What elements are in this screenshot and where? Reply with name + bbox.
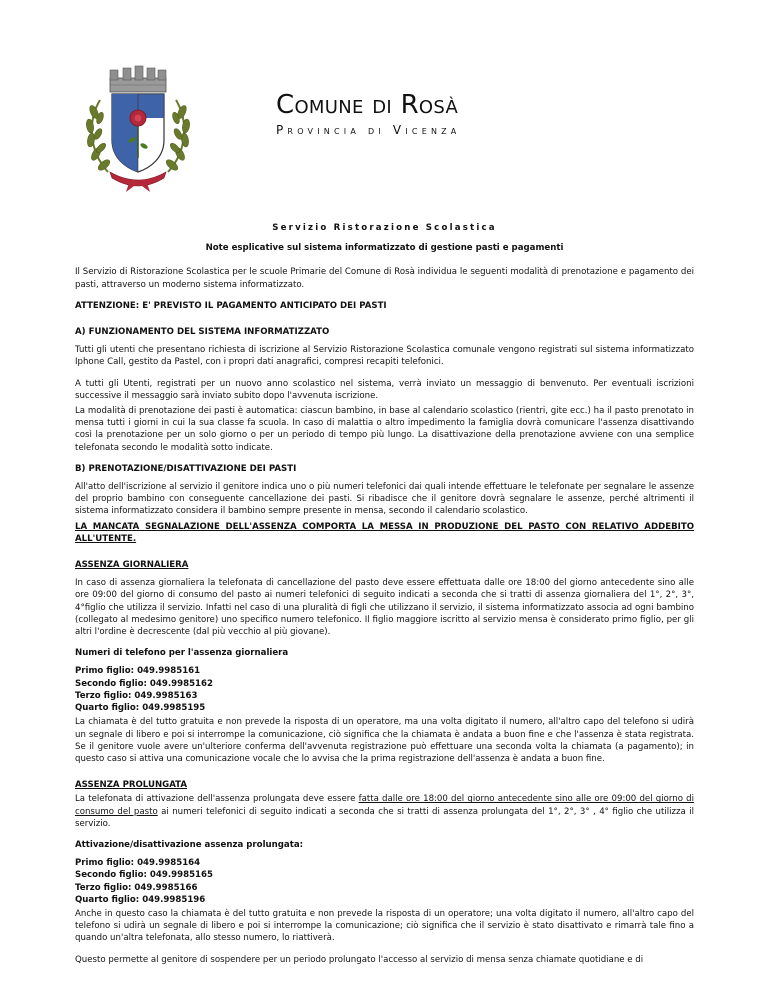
phone-number-line: Terzo figlio: 049.9985166 [75, 882, 198, 893]
section-a-paragraph: Tutti gli utenti che presentano richiesta di iscrizione al Servizio Ristorazione Scolastica comunale vengono registrati sul sistema informatizzato Iphone Call, gestito da Pastel, con i propri dati anagrafici, compresi recapiti telefonici. [75, 345, 694, 368]
intro-paragraph: Il Servizio di Ristorazione Scolastica per le scuole Primarie del Comune di Rosà individua le seguenti modalità di prenotazione e pagamento dei pasti, attraverso un moderno sistema informatizzato. [75, 267, 694, 290]
phone-number-line: Primo figlio: 049.9985161 [75, 666, 201, 677]
section-b-heading: B) PRENOTAZIONE/DISATTIVAZIONE DEI PASTI [75, 463, 297, 474]
text-run: ai numeri telefonici di seguito indicati a seconda che si tratti di assenza prolungata del 1°, 2°, 3° , 4° figlio che utilizza il servizio. [75, 806, 694, 829]
section-b-paragraph: All'atto dell'iscrizione al servizio il genitore indica uno o più numeri telefonici dai quali intende effettuare le telefonate per segnalare le assenze del proprio bambino con conseguente cancellazione dei pasti. Si ribadisce che il genitore dovrà segnalare le assenze, perché altrimenti il sistema informatizzato considera il bambino sempre presente in mensa, secondo il calendario scolastico. [75, 482, 694, 517]
prolonged-numbers-heading: Attivazione/disattivazione assenza prolungata: [75, 839, 304, 850]
daily-absence-paragraph: In caso di assenza giornaliera la telefonata di cancellazione del pasto deve essere effettuata dalle ore 18:00 del giorno antecedente sino alle ore 09:00 del giorno di consumo del pasto ai numeri telefonici di seguito indicati a seconda che si tratti di assenza giornaliera del 1°, 2°, 3°, 4°figlio che utilizza il servizio. Infatti nel caso di una pluralità di figli che utilizzano il servizio, il sistema informatizzato associa ad ogni bambino (collegato al medesimo genitore) uno specifico numero telefonico. Il figlio maggiore iscritto al servizio mensa è considerato primo figlio, per gli altri l'ordine è decrescente (dal più vecchio al più giovane). [75, 578, 694, 638]
document-subtitle: Note esplicative sul sistema informatizzato di gestione pasti e pagamenti [205, 243, 564, 254]
ribbon-icon [110, 172, 166, 192]
section-a-paragraph: A tutti gli Utenti, registrati per un nuovo anno scolastico nel sistema, verrà inviato un messaggio di benvenuto. Per eventuali iscrizioni successive il messaggio sarà inviato subito dopo l'avvenuta iscrizione. [75, 378, 694, 401]
coat-of-arms-logo [80, 60, 196, 195]
section-a-paragraph: La modalità di prenotazione dei pasti è automatica: ciascun bambino, in base al calendario scolastico (rientri, gite ecc.) ha il pasto prenotato in mensa tutti i giorni in cui la sua classe fa scuola. In caso di malattia o altro impedimento la famiglia dovrà comunicare l'assenza disattivando così la prenotazione per un solo giorno o per un periodo di tempo più lungo. La disattivazione della prenotazione avviene con una semplice telefonata secondo le modalità sotto indicate. [75, 406, 694, 453]
laurel-branch-left [85, 100, 111, 172]
missing-notice-warning: LA MANCATA SEGNALAZIONE DELL'ASSENZA COMPORTA LA MESSA IN PRODUZIONE DEL PASTO CON RELATIVO ADDEBITO ALL'UTENTE. [75, 521, 694, 544]
phone-number-line: Terzo figlio: 049.9985163 [75, 690, 198, 701]
service-title: Servizio Ristorazione Scolastica [272, 223, 497, 233]
phone-number-line: Quarto figlio: 049.9985196 [75, 894, 206, 905]
shield-icon [112, 94, 164, 172]
phone-number-line: Primo figlio: 049.9985164 [75, 858, 201, 869]
daily-numbers-heading: Numeri di telefono per l'assenza giornaliera [75, 648, 289, 659]
laurel-branch-right [164, 100, 190, 172]
phone-number-line: Secondo figlio: 049.9985162 [75, 678, 213, 689]
phone-number-line: Secondo figlio: 049.9985165 [75, 870, 213, 881]
prolonged-numbers-list [75, 857, 694, 906]
prolonged-absence-paragraph [75, 793, 694, 830]
attention-notice: ATTENZIONE: E' PREVISTO IL PAGAMENTO ANTICIPATO DEI PASTI [75, 300, 387, 311]
page-subtitle: Provincia di Vicenza [276, 123, 461, 137]
daily-call-paragraph: La chiamata è del tutto gratuita e non prevede la risposta di un operatore, ma una volta digitato il numero, all'altro capo del telefono si udirà un segnale di libero e poi si interrompe la comunicazione, ciò significa che la chiamata è andata a buon fine e che l'assenza è stata registrata. Se il genitore vuole avere un'ulteriore conferma dell'avvenuta registrazione può effettuare una seconda volta la chiamata (a pagamento); in questo caso si attiva una comunicazione vocale che lo avvisa che la prima registrazione dell'assenza è andata a buon fine. [75, 717, 694, 764]
prolonged-purpose-paragraph: Questo permette al genitore di sospendere per un periodo prolungato l'accesso al servizio di mensa senza chiamate quotidiane e di [75, 954, 644, 965]
prolonged-call-paragraph: Anche in questo caso la chiamata è del tutto gratuita e non prevede la risposta di un operatore; una volta digitato il numero, all'altro capo del telefono si udirà un segnale di libero e poi si interrompe la comunicazione; ciò significa che il servizio è stato disattivato e rimarrà tale fino a quando un'altra telefonata, allo stesso numero, lo riattiverà. [75, 908, 694, 944]
phone-number-line: Quarto figlio: 049.9985195 [75, 703, 206, 714]
page-title: Comune di Rosà [276, 90, 459, 120]
text-run: La telefonata di attivazione dell'assenza prolungata deve essere [75, 794, 359, 805]
section-a-heading: A) FUNZIONAMENTO DEL SISTEMA INFORMATIZZATO [75, 327, 330, 338]
daily-absence-heading: ASSENZA GIORNALIERA [75, 560, 189, 571]
prolonged-absence-heading: ASSENZA PROLUNGATA [75, 780, 188, 791]
underlined-time-window: fatta dalle ore 18:00 del giorno antecedente sino alle ore 09:00 del giorno di consumo del pasto [75, 794, 694, 817]
document-body [75, 222, 694, 975]
daily-numbers-list [75, 665, 694, 714]
crown-icon [110, 66, 166, 92]
